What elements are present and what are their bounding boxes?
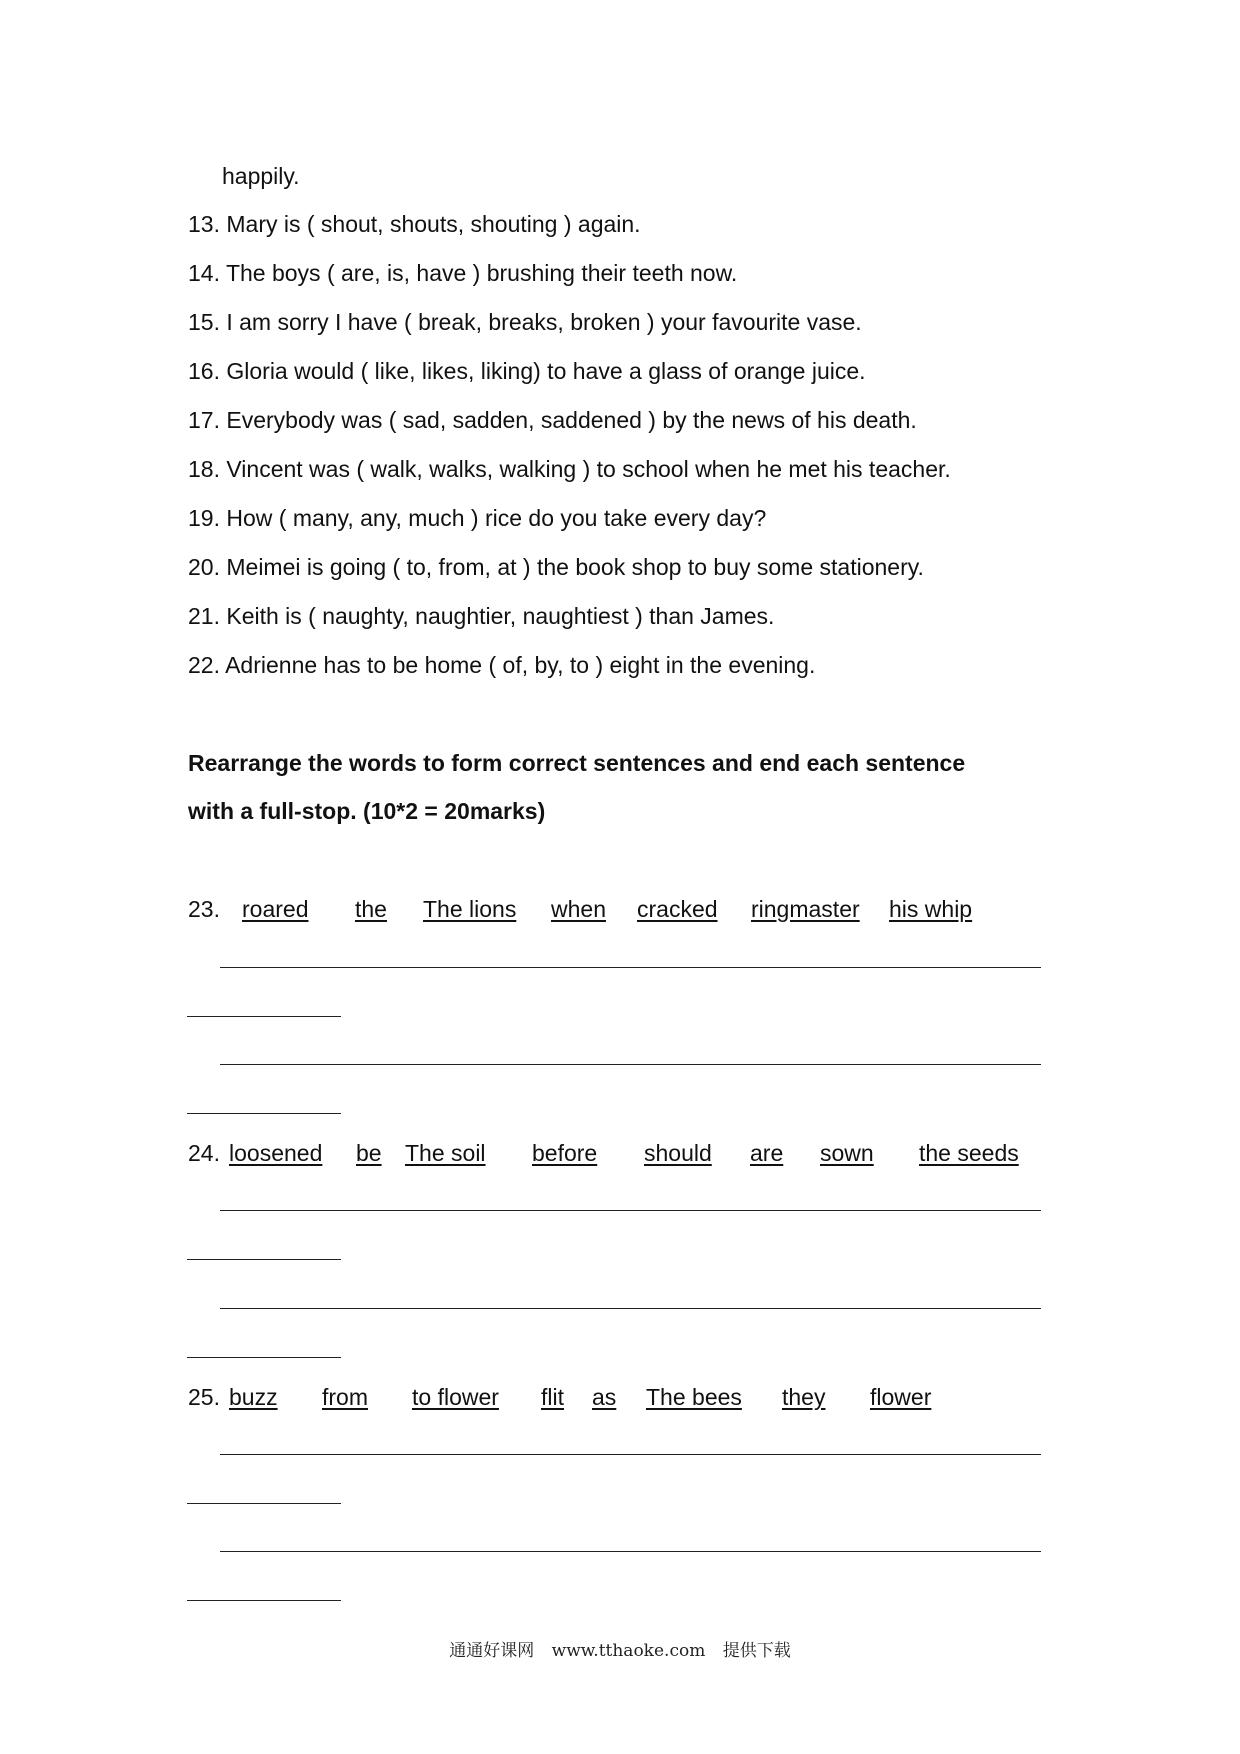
word-box: buzz (229, 1384, 278, 1410)
word-box: the seeds (919, 1140, 1019, 1166)
word-box: are (750, 1140, 784, 1166)
section-heading-line-1: Rearrange the words to form correct sentences and end each sentence (188, 750, 966, 776)
page-footer (0, 1636, 1240, 1661)
word-box: they (782, 1384, 826, 1410)
answer-line-continuation[interactable] (187, 1600, 341, 1601)
word-box: the (355, 896, 387, 922)
mc-item-17: 17. Everybody was ( sad, sadden, saddened ) by the news of his death. (188, 407, 917, 433)
word-box: to flower (412, 1384, 499, 1410)
word-box: roared (242, 896, 309, 922)
answer-line[interactable] (220, 1064, 1041, 1065)
answer-line[interactable] (220, 1210, 1041, 1211)
word-box: The lions (423, 896, 517, 922)
word-box: sown (820, 1140, 874, 1166)
word-box: be (356, 1140, 382, 1166)
footer-note: 提供下载 (722, 1641, 791, 1661)
mc-item-15: 15. I am sorry I have ( break, breaks, broken ) your favourite vase. (188, 309, 862, 335)
question-number-23: 23. (188, 896, 220, 922)
word-box: The soil (405, 1140, 486, 1166)
answer-line[interactable] (220, 967, 1041, 968)
word-box: his whip (889, 896, 973, 922)
mc-item-16: 16. Gloria would ( like, likes, liking) to have a glass of orange juice. (188, 358, 866, 384)
mc-item-21: 21. Keith is ( naughty, naughtier, naughtiest ) than James. (188, 603, 775, 629)
mc-item-18: 18. Vincent was ( walk, walks, walking ) to school when he met his teacher. (188, 456, 951, 482)
answer-line-continuation[interactable] (187, 1016, 341, 1017)
answer-line[interactable] (220, 1308, 1041, 1309)
answer-line[interactable] (220, 1454, 1041, 1455)
answer-line-continuation[interactable] (187, 1503, 341, 1504)
mc-item-13: 13. Mary is ( shout, shouts, shouting ) again. (188, 211, 641, 237)
word-box: cracked (637, 896, 718, 922)
mc-item-14: 14. The boys ( are, is, have ) brushing their teeth now. (188, 260, 738, 286)
answer-line[interactable] (220, 1551, 1041, 1552)
answer-line-continuation[interactable] (187, 1357, 341, 1358)
word-box: as (592, 1384, 617, 1410)
answer-line-continuation[interactable] (187, 1259, 341, 1260)
word-box: loosened (229, 1140, 323, 1166)
mc-item-19: 19. How ( many, any, much ) rice do you take every day? (188, 505, 767, 531)
answer-line-continuation[interactable] (187, 1113, 341, 1114)
word-box: should (644, 1140, 712, 1166)
mc-continuation: happily. (222, 163, 300, 189)
question-number-24: 24. (188, 1140, 220, 1166)
question-number-25: 25. (188, 1384, 220, 1410)
word-box: from (322, 1384, 368, 1410)
mc-item-20: 20. Meimei is going ( to, from, at ) the book shop to buy some stationery. (188, 554, 924, 580)
mc-item-22: 22. Adrienne has to be home ( of, by, to ) eight in the evening. (188, 652, 816, 678)
word-box: flit (541, 1384, 564, 1410)
word-box: flower (870, 1384, 932, 1410)
word-box: ringmaster (751, 896, 860, 922)
word-box: The bees (646, 1384, 742, 1410)
section-heading-line-2: with a full-stop. (10*2 = 20marks) (188, 798, 546, 824)
footer-site-name: 通通好课网 (449, 1641, 535, 1661)
word-box: when (551, 896, 606, 922)
word-box: before (532, 1140, 598, 1166)
footer-url: www.tthaoke.com (551, 1641, 706, 1661)
